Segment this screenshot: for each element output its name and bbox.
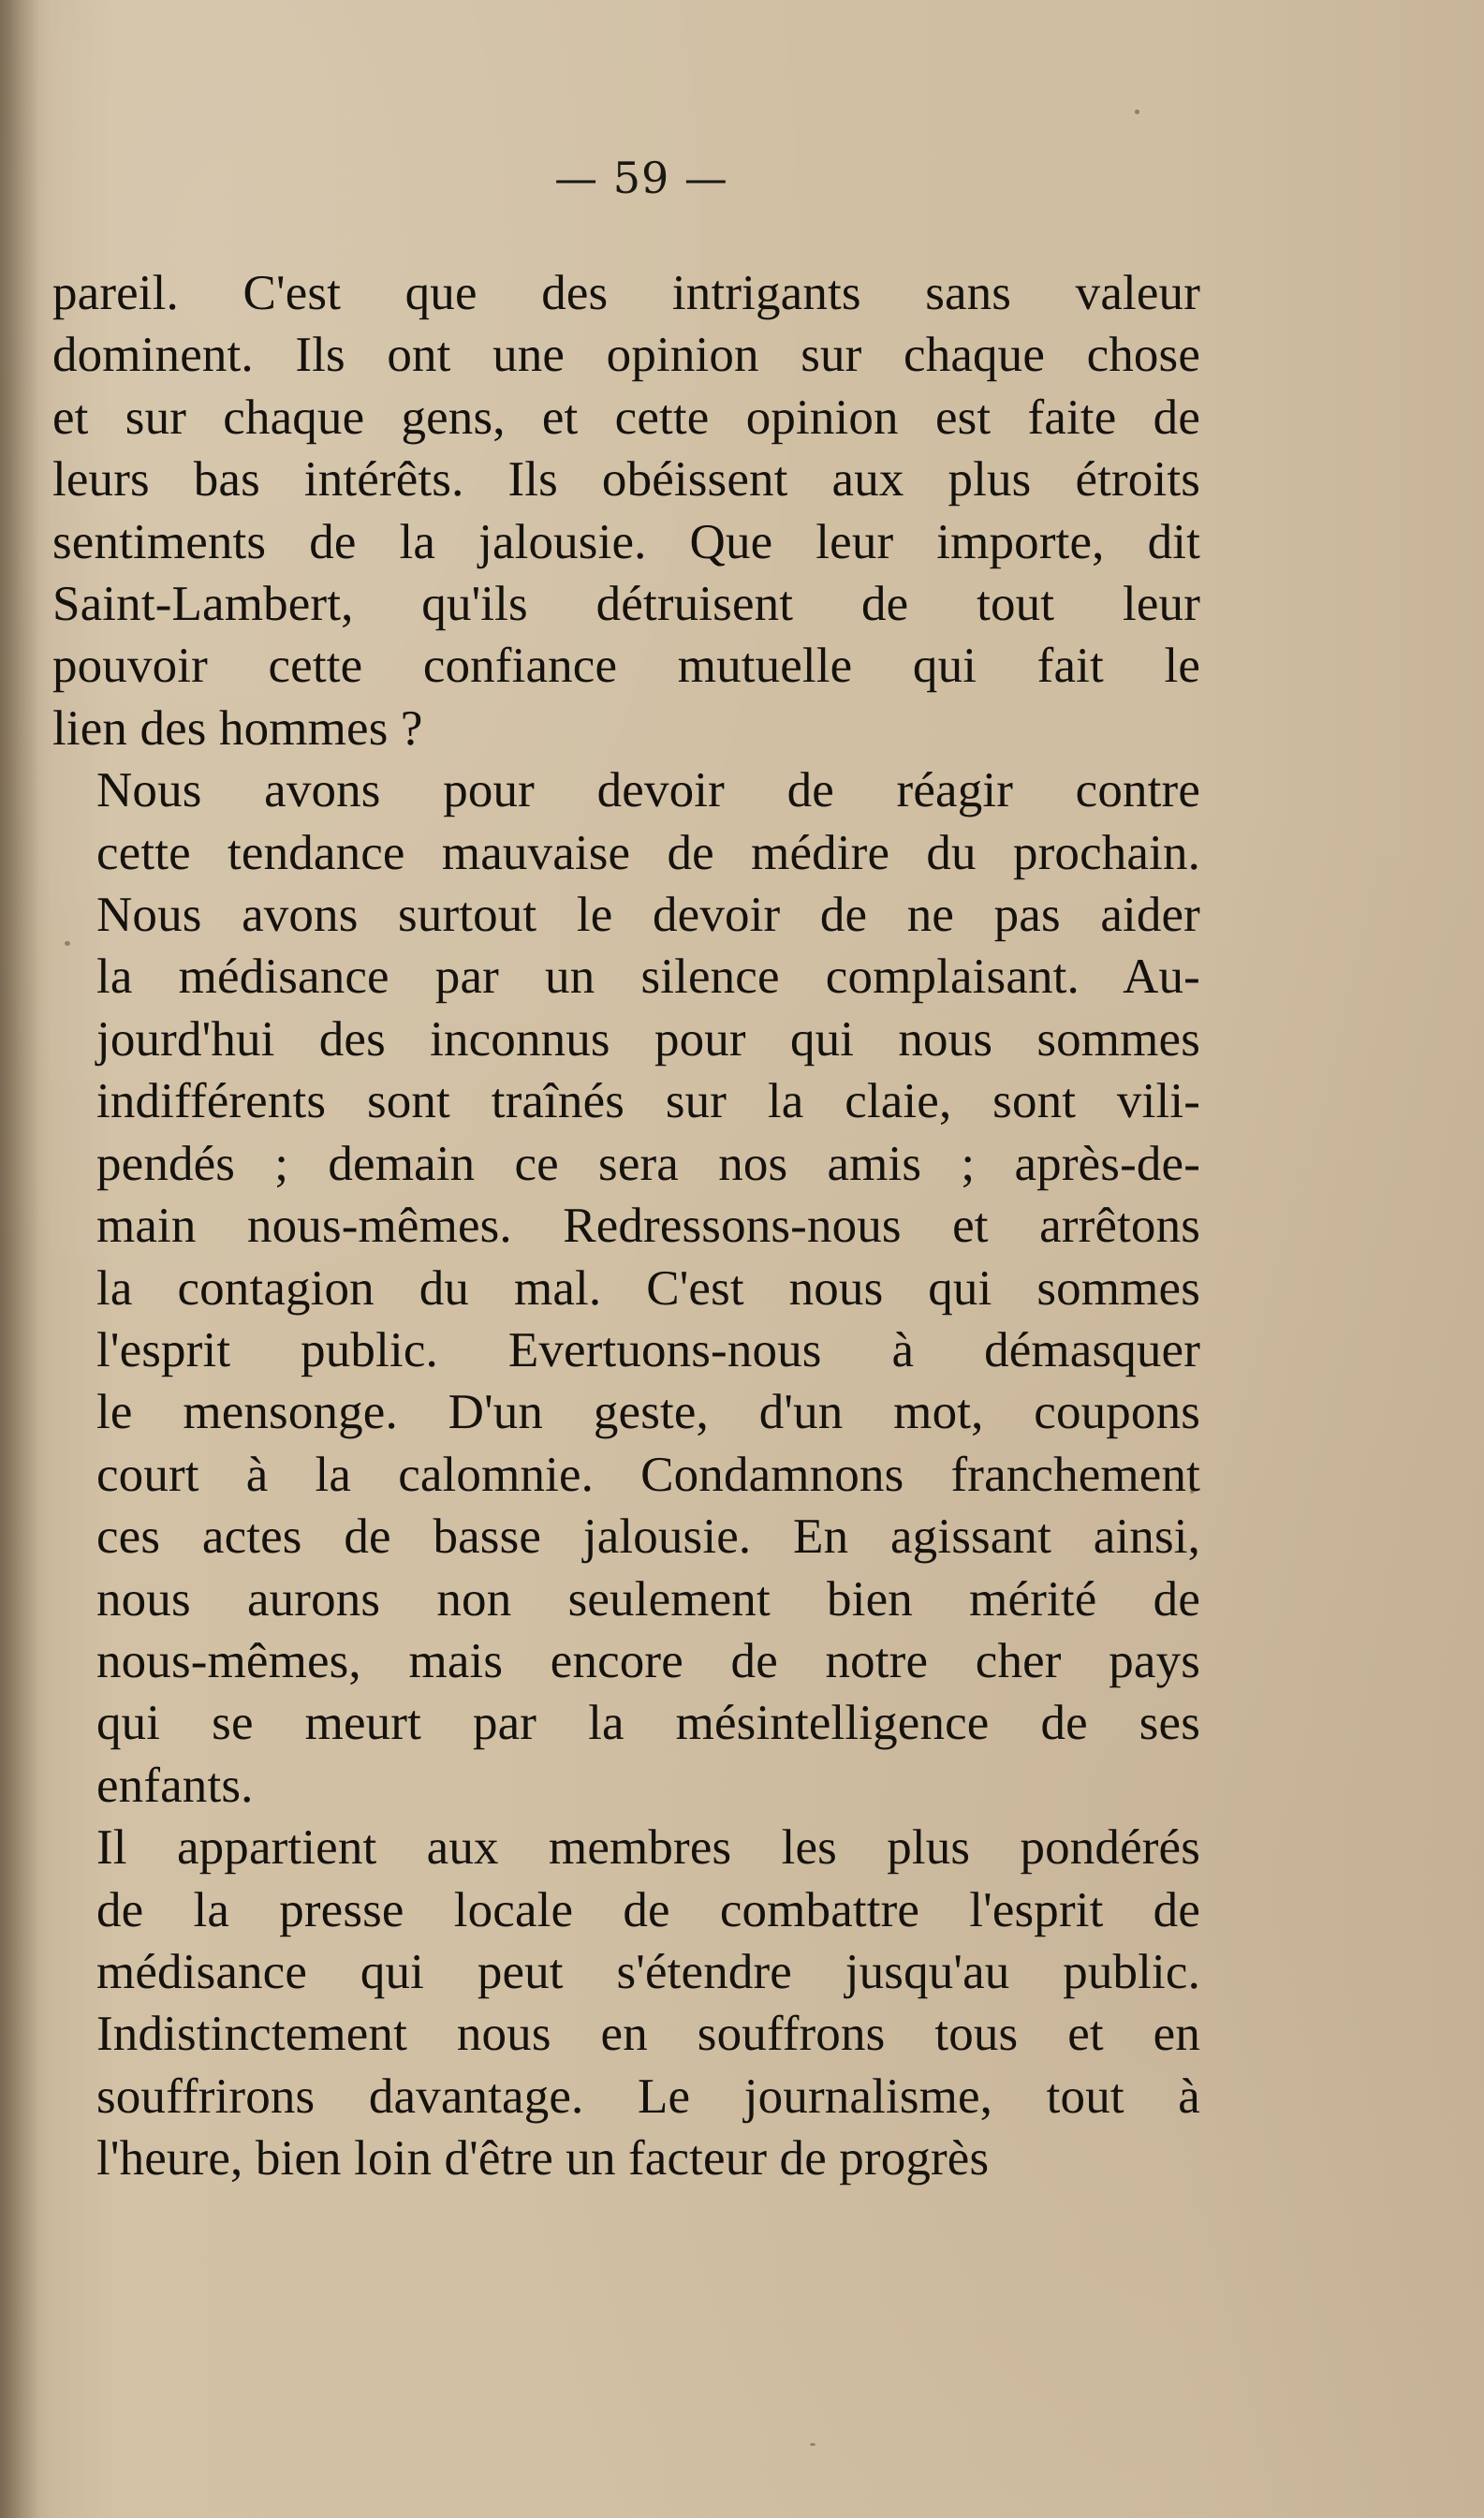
text-line: Nous avons pour devoir de réagir contre <box>96 763 1200 818</box>
text-line: qui se meurt par la mésintelligence de ses <box>96 1696 1200 1751</box>
text-line: le mensonge. D'un geste, d'un mot, coupons <box>96 1385 1200 1440</box>
text-line: indifférents sont traînés sur la claie, sont vili- <box>96 1074 1200 1129</box>
text-line: et sur chaque gens, et cette opinion est faite de <box>52 390 1200 445</box>
text-line: leurs bas intérêts. Ils obéissent aux plus étroits <box>52 452 1200 508</box>
text-line: lien des hommes ? <box>52 700 423 756</box>
paper-speck <box>810 2443 815 2446</box>
text-line: médisance qui peut s'étendre jusqu'au public. <box>96 1944 1200 1999</box>
text-line: de la presse locale de combattre l'esprit de <box>96 1882 1200 1937</box>
text-line: main nous-mêmes. Redressons-nous et arrêtons <box>96 1199 1200 1254</box>
text-line: nous aurons non seulement bien mérité de <box>96 1571 1200 1627</box>
paragraph-2 <box>52 759 1200 1817</box>
text-line: Il appartient aux membres les plus pondérés <box>96 1820 1200 1876</box>
text-line: court à la calomnie. Condamnons franchement <box>96 1447 1200 1502</box>
text-line: pendés ; demain ce sera nos amis ; après-de- <box>96 1136 1200 1191</box>
paper-speck <box>1135 110 1139 114</box>
text-line: Indistinctement nous en souffrons tous et en <box>96 2007 1200 2062</box>
paragraph-1 <box>52 262 1200 759</box>
text-line: nous-mêmes, mais encore de notre cher pays <box>96 1633 1200 1688</box>
text-line: Nous avons surtout le devoir de ne pas aider <box>96 888 1200 943</box>
text-line: dominent. Ils ont une opinion sur chaque chose <box>52 328 1200 383</box>
text-line: jourd'hui des inconnus pour qui nous sommes <box>96 1011 1200 1067</box>
text-line: ces actes de basse jalousie. En agissant ainsi, <box>96 1509 1200 1565</box>
text-line: cette tendance mauvaise de médire du prochain. <box>96 825 1200 880</box>
text-line: sentiments de la jalousie. Que leur importe, dit <box>52 514 1200 569</box>
text-line: la contagion du mal. C'est nous qui sommes <box>96 1260 1200 1316</box>
text-line: souffrirons davantage. Le journalisme, tout à <box>96 2069 1200 2124</box>
paragraph-3 <box>52 1817 1200 2189</box>
page-number: — 59 — <box>554 153 728 203</box>
text-line: pouvoir cette confiance mutuelle qui fait le <box>52 639 1200 694</box>
page-gutter-shadow <box>0 0 39 2518</box>
text-line: pareil. C'est que des intrigants sans valeur <box>52 266 1200 320</box>
text-line: Saint-Lambert, qu'ils détruisent de tout leur <box>52 577 1200 632</box>
body-text <box>52 262 1200 2190</box>
text-line: l'heure, bien loin d'être un facteur de progrès <box>96 2131 990 2187</box>
text-line: la médisance par un silence complaisant. Au- <box>96 950 1200 1005</box>
text-line: enfants. <box>96 1758 254 1813</box>
text-line: l'esprit public. Evertuons-nous à démasquer <box>96 1322 1200 1377</box>
